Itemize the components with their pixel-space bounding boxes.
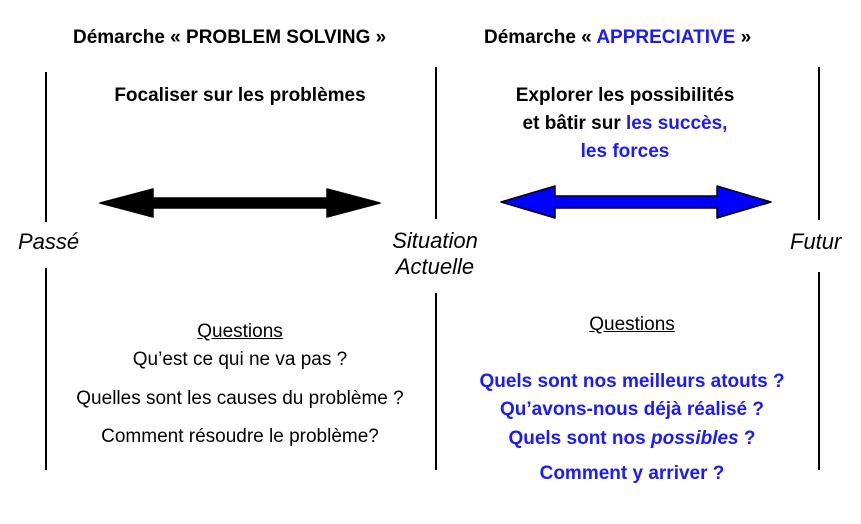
right-question-3: Quels sont nos possibles ?: [508, 428, 756, 449]
right-question-1: Quels sont nos meilleurs atouts ?: [479, 371, 785, 392]
left-question-1: Qu’est ce qui ne va pas ?: [132, 349, 348, 370]
right-question-4: Comment y arriver ?: [539, 463, 725, 484]
future-line-top: [818, 67, 820, 220]
left-question-2: Quelles sont les causes du problème ?: [76, 388, 404, 409]
timeline-future-label: Futur: [790, 229, 842, 254]
problem-solving-label: PROBLEM SOLVING: [186, 27, 371, 48]
left-question-3: Comment résoudre le problème?: [101, 426, 379, 447]
past-line-top: [45, 72, 47, 222]
double-arrow-blue-icon: [497, 180, 775, 224]
right-question-2: Qu’avons-nous déjà réalisé ?: [500, 399, 764, 420]
left-approach-title: Démarche « PROBLEM SOLVING »: [73, 27, 387, 48]
right-questions-heading: Questions: [589, 314, 675, 335]
timeline-present-label: Situation Actuelle: [392, 228, 478, 279]
double-arrow-black-icon: [95, 183, 385, 223]
right-subtitle: Explorer les possibilités et bâtir sur les succès, les forces: [515, 85, 735, 162]
present-line-top: [435, 67, 437, 219]
left-questions-heading: Questions: [197, 321, 283, 342]
timeline-past-label: Passé: [18, 229, 80, 254]
left-subtitle: Focaliser sur les problèmes: [114, 85, 366, 106]
appreciative-label: APPRECIATIVE: [596, 27, 736, 48]
right-approach-title: Démarche « APPRECIATIVE »: [484, 27, 752, 48]
